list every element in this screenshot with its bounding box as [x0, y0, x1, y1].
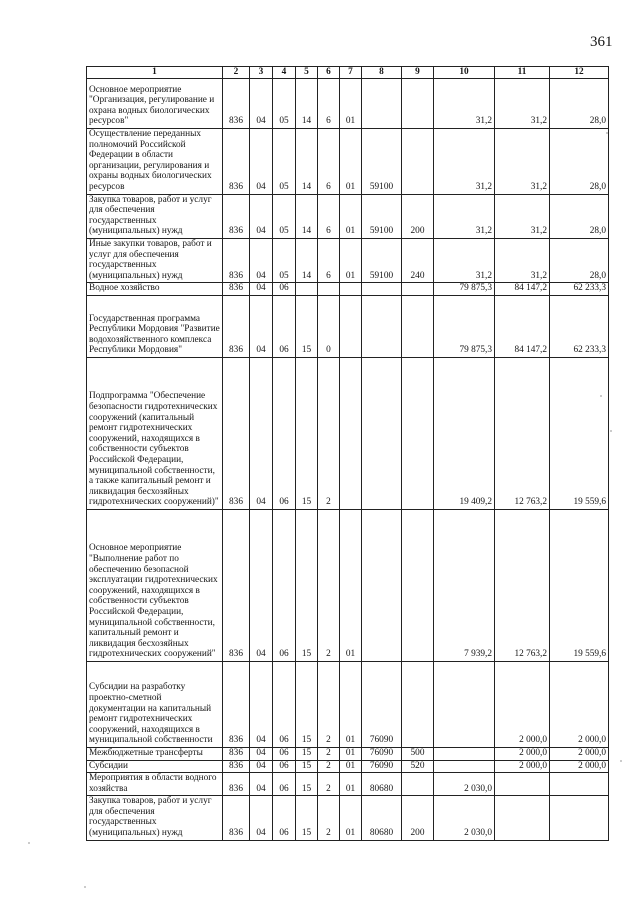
row-value-cell: 2 000,0	[550, 661, 609, 747]
row-value-cell	[434, 760, 495, 773]
row-value-cell: 28,0	[550, 129, 609, 195]
row-value-cell: 01	[340, 773, 362, 796]
row-value-cell: 14	[296, 79, 318, 129]
row-value-cell	[434, 661, 495, 747]
row-name-cell: Межбюджетные трансферты	[87, 747, 223, 760]
column-header: 9	[402, 67, 434, 79]
row-value-cell: 62 233,3	[550, 283, 609, 296]
column-header: 1	[87, 67, 223, 79]
row-value-cell: 28,0	[550, 79, 609, 129]
row-value-cell: 79 875,3	[434, 283, 495, 296]
row-value-cell: 06	[273, 661, 296, 747]
row-value-cell	[402, 509, 434, 661]
row-value-cell	[362, 283, 402, 296]
row-value-cell: 12 763,2	[495, 509, 550, 661]
row-value-cell: 14	[296, 238, 318, 282]
column-header: 2	[223, 67, 250, 79]
table-row	[87, 796, 609, 840]
row-value-cell: 15	[296, 760, 318, 773]
row-value-cell	[362, 79, 402, 129]
row-value-cell: 836	[223, 509, 250, 661]
row-value-cell: 04	[250, 357, 273, 509]
row-value-cell: 31,2	[495, 194, 550, 238]
row-value-cell: 520	[402, 760, 434, 773]
row-value-cell: 28,0	[550, 194, 609, 238]
row-value-cell: 15	[296, 661, 318, 747]
row-value-cell: 836	[223, 760, 250, 773]
column-header: 6	[318, 67, 340, 79]
row-value-cell: 6	[318, 129, 340, 195]
row-value-cell: 2 000,0	[495, 661, 550, 747]
row-value-cell: 836	[223, 79, 250, 129]
header-row	[87, 67, 609, 79]
row-value-cell	[402, 129, 434, 195]
row-value-cell: 80680	[362, 796, 402, 840]
row-value-cell: 59100	[362, 238, 402, 282]
row-value-cell: 04	[250, 773, 273, 796]
row-value-cell: 04	[250, 295, 273, 357]
row-value-cell	[550, 773, 609, 796]
row-value-cell: 05	[273, 129, 296, 195]
row-value-cell: 836	[223, 129, 250, 195]
row-value-cell: 500	[402, 747, 434, 760]
row-value-cell: 15	[296, 747, 318, 760]
row-value-cell: 01	[340, 194, 362, 238]
row-value-cell: 06	[273, 295, 296, 357]
row-value-cell: 28,0	[550, 238, 609, 282]
row-value-cell: 12 763,2	[495, 357, 550, 509]
row-value-cell: 6	[318, 238, 340, 282]
row-value-cell: 04	[250, 760, 273, 773]
scan-speck	[610, 430, 612, 432]
row-value-cell	[402, 661, 434, 747]
row-value-cell: 01	[340, 661, 362, 747]
row-value-cell: 04	[250, 509, 273, 661]
row-value-cell	[402, 79, 434, 129]
row-value-cell: 76090	[362, 760, 402, 773]
scan-speck	[606, 132, 608, 134]
column-header: 7	[340, 67, 362, 79]
row-value-cell: 31,2	[495, 238, 550, 282]
row-value-cell	[402, 357, 434, 509]
table-row	[87, 129, 609, 195]
row-value-cell: 7 939,2	[434, 509, 495, 661]
row-name-cell: Субсидии на разработку проектно-сметной документации на капитальный ремонт гидротехнических сооружений, находящихся в муниципальной собственности	[87, 661, 223, 747]
row-value-cell: 200	[402, 796, 434, 840]
row-value-cell: 59100	[362, 129, 402, 195]
row-value-cell: 836	[223, 295, 250, 357]
row-value-cell: 04	[250, 747, 273, 760]
row-value-cell: 19 559,6	[550, 509, 609, 661]
row-value-cell: 2	[318, 760, 340, 773]
table-row	[87, 747, 609, 760]
row-value-cell	[495, 796, 550, 840]
row-name-cell: Осуществление переданных полномочий Российской Федерации в области организации, регулирования и охраны водных биологических ресурсов	[87, 129, 223, 195]
row-value-cell: 14	[296, 194, 318, 238]
row-value-cell	[434, 747, 495, 760]
row-value-cell: 01	[340, 747, 362, 760]
row-value-cell	[318, 283, 340, 296]
row-value-cell: 2 030,0	[434, 773, 495, 796]
row-value-cell: 15	[296, 773, 318, 796]
row-value-cell	[340, 295, 362, 357]
row-value-cell: 15	[296, 509, 318, 661]
row-value-cell: 836	[223, 238, 250, 282]
row-value-cell: 2	[318, 509, 340, 661]
row-value-cell: 2	[318, 357, 340, 509]
row-name-cell: Основное мероприятие "Выполнение работ по обеспечению безопасной эксплуатации гидротехнических сооружений, находящихся в собственности субъектов Российской Федерации, муниципальной собственности, капитальный ремонт и ликвидация бесхозяйных гидротехнических сооружений"	[87, 509, 223, 661]
row-value-cell: 31,2	[434, 238, 495, 282]
row-value-cell: 19 559,6	[550, 357, 609, 509]
row-name-cell: Подпрограмма "Обеспечение безопасности гидротехнических сооружений (капитальный ремонт гидротехнических сооружений, находящихся в собственности субъектов Российской Федерации, муниципальной собственности, а также капитальный ремонт и ликвидация бесхозяйных гидротехнических сооружений)"	[87, 357, 223, 509]
row-value-cell: 06	[273, 796, 296, 840]
table-row	[87, 760, 609, 773]
scan-speck	[84, 886, 86, 888]
row-value-cell: 06	[273, 773, 296, 796]
row-value-cell: 2	[318, 747, 340, 760]
budget-table	[86, 66, 609, 841]
row-value-cell: 06	[273, 760, 296, 773]
row-value-cell: 01	[340, 760, 362, 773]
row-value-cell	[550, 796, 609, 840]
table-row	[87, 79, 609, 129]
row-value-cell: 76090	[362, 661, 402, 747]
row-value-cell: 15	[296, 796, 318, 840]
row-value-cell: 05	[273, 194, 296, 238]
scan-speck	[28, 842, 30, 844]
row-value-cell: 15	[296, 357, 318, 509]
row-name-cell: Закупка товаров, работ и услуг для обеспечения государственных (муниципальных) нужд	[87, 194, 223, 238]
row-value-cell: 31,2	[495, 79, 550, 129]
row-value-cell	[362, 295, 402, 357]
row-value-cell: 14	[296, 129, 318, 195]
row-name-cell: Мероприятия в области водного хозяйства	[87, 773, 223, 796]
row-value-cell: 04	[250, 194, 273, 238]
table-row	[87, 238, 609, 282]
row-value-cell: 31,2	[434, 194, 495, 238]
row-value-cell: 62 233,3	[550, 295, 609, 357]
row-value-cell: 2	[318, 796, 340, 840]
column-header: 4	[273, 67, 296, 79]
row-value-cell: 01	[340, 796, 362, 840]
row-value-cell: 2	[318, 661, 340, 747]
column-header: 11	[495, 67, 550, 79]
row-value-cell: 05	[273, 79, 296, 129]
row-value-cell: 06	[273, 357, 296, 509]
column-header: 3	[250, 67, 273, 79]
table-row	[87, 661, 609, 747]
row-value-cell: 84 147,2	[495, 295, 550, 357]
row-value-cell	[402, 773, 434, 796]
table-row	[87, 357, 609, 509]
row-value-cell: 836	[223, 747, 250, 760]
row-value-cell: 01	[340, 238, 362, 282]
row-value-cell: 2 000,0	[495, 747, 550, 760]
row-name-cell: Субсидии	[87, 760, 223, 773]
row-value-cell: 31,2	[495, 129, 550, 195]
row-value-cell: 04	[250, 238, 273, 282]
row-name-cell: Основное мероприятие "Организация, регулирование и охрана водных биологических ресурсов"	[87, 79, 223, 129]
row-value-cell	[402, 295, 434, 357]
row-name-cell: Закупка товаров, работ и услуг для обеспечения государственных (муниципальных) нужд	[87, 796, 223, 840]
row-value-cell: 2 000,0	[550, 747, 609, 760]
row-name-cell: Государственная программа Республики Мордовия "Развитие водохозяйственного комплекса Республики Мордовия"	[87, 295, 223, 357]
row-name-cell: Иные закупки товаров, работ и услуг для обеспечения государственных (муниципальных) нужд	[87, 238, 223, 282]
page-number: 361	[590, 34, 613, 50]
column-header: 8	[362, 67, 402, 79]
row-value-cell: 31,2	[434, 129, 495, 195]
row-value-cell: 06	[273, 509, 296, 661]
row-value-cell: 06	[273, 283, 296, 296]
row-value-cell	[296, 283, 318, 296]
row-value-cell: 19 409,2	[434, 357, 495, 509]
row-value-cell: 04	[250, 79, 273, 129]
column-header: 5	[296, 67, 318, 79]
table-row	[87, 773, 609, 796]
table-row	[87, 194, 609, 238]
row-value-cell	[340, 283, 362, 296]
row-value-cell: 240	[402, 238, 434, 282]
row-value-cell: 76090	[362, 747, 402, 760]
row-value-cell: 6	[318, 79, 340, 129]
row-value-cell	[340, 357, 362, 509]
scan-speck	[620, 760, 622, 762]
row-value-cell	[362, 357, 402, 509]
row-name-cell: Водное хозяйство	[87, 283, 223, 296]
row-value-cell: 2	[318, 773, 340, 796]
row-value-cell: 836	[223, 796, 250, 840]
row-value-cell: 84 147,2	[495, 283, 550, 296]
row-value-cell: 05	[273, 238, 296, 282]
row-value-cell: 59100	[362, 194, 402, 238]
row-value-cell: 0	[318, 295, 340, 357]
row-value-cell: 836	[223, 357, 250, 509]
row-value-cell: 15	[296, 295, 318, 357]
table-row	[87, 295, 609, 357]
table-row	[87, 509, 609, 661]
row-value-cell: 2 030,0	[434, 796, 495, 840]
row-value-cell: 836	[223, 283, 250, 296]
row-value-cell: 31,2	[434, 79, 495, 129]
row-value-cell: 836	[223, 661, 250, 747]
row-value-cell: 01	[340, 509, 362, 661]
row-value-cell: 04	[250, 283, 273, 296]
row-value-cell: 04	[250, 661, 273, 747]
column-header: 10	[434, 67, 495, 79]
row-value-cell: 01	[340, 79, 362, 129]
row-value-cell	[362, 509, 402, 661]
row-value-cell: 836	[223, 194, 250, 238]
row-value-cell: 04	[250, 129, 273, 195]
table-row	[87, 283, 609, 296]
row-value-cell	[402, 283, 434, 296]
row-value-cell: 04	[250, 796, 273, 840]
row-value-cell	[495, 773, 550, 796]
column-header: 12	[550, 67, 609, 79]
row-value-cell: 2 000,0	[550, 760, 609, 773]
row-value-cell: 6	[318, 194, 340, 238]
scan-speck	[600, 395, 602, 397]
row-value-cell: 836	[223, 773, 250, 796]
row-value-cell: 2 000,0	[495, 760, 550, 773]
row-value-cell: 06	[273, 747, 296, 760]
row-value-cell: 01	[340, 129, 362, 195]
row-value-cell: 79 875,3	[434, 295, 495, 357]
row-value-cell: 80680	[362, 773, 402, 796]
row-value-cell: 200	[402, 194, 434, 238]
